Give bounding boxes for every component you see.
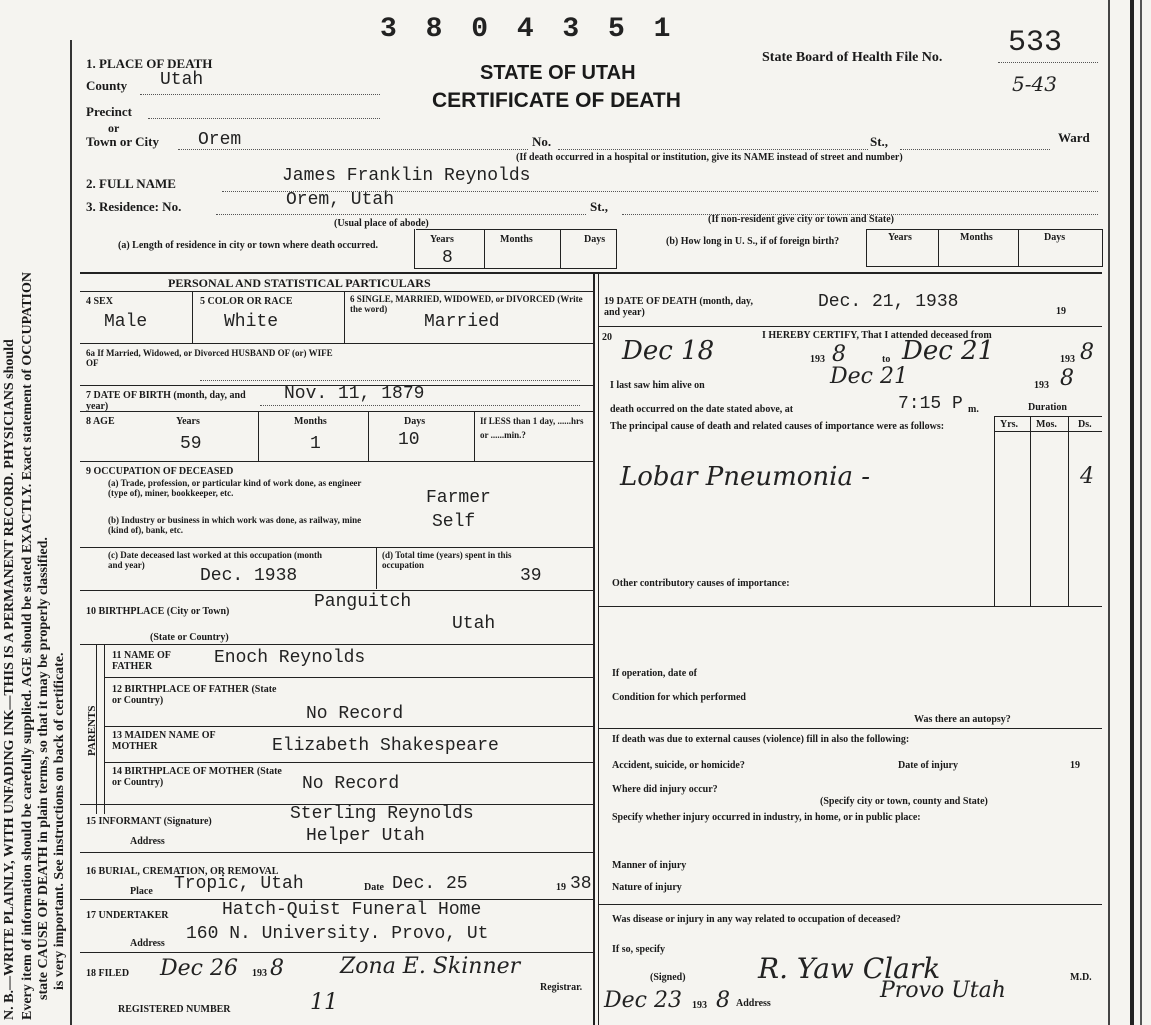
- death-date-label: 19 DATE OF DEATH (month, day, and year): [604, 296, 753, 318]
- us-months-header: Months: [960, 232, 993, 243]
- us-days-header: Days: [1044, 232, 1066, 243]
- registrar-signature: Zona E. Skinner: [340, 954, 521, 979]
- usual-abode-note: (Usual place of abode): [334, 218, 429, 229]
- ds-header: Ds.: [1078, 419, 1092, 430]
- manner-label: Manner of injury: [612, 860, 687, 871]
- county-value: Utah: [160, 70, 204, 90]
- spouse-label: 6a If Married, Widowed, or Divorced HUSBAND OF (or) WIFE OF: [86, 348, 333, 368]
- specify-label: Specify whether injury occurred in industry, in home, or in public place:: [612, 812, 921, 823]
- burial-year: 38: [570, 874, 592, 894]
- occupation-b-value: Self: [432, 512, 476, 532]
- mother-birthplace-label: 14 BIRTHPLACE OF MOTHER (State or Country): [112, 766, 282, 788]
- father-birthplace-value: No Record: [306, 704, 404, 724]
- side-note-3: state CAUSE OF DEATH in plain terms, so that it may be properly classified.: [36, 537, 51, 1000]
- residence-label: 3. Residence: No.: [86, 199, 182, 214]
- mother-value: Elizabeth Shakespeare: [272, 736, 499, 756]
- occupation-a-label: (a) Trade, profession, or particular kind of work done, as engineer (type of), miner, bookkeeper, etc.: [108, 478, 362, 498]
- filed-date: Dec 26: [160, 956, 238, 981]
- last-saw-year-prefix: 193: [1034, 380, 1049, 391]
- certify-from: Dec 18: [622, 336, 715, 366]
- signed-year-prefix: 193: [692, 1000, 707, 1011]
- burial-place-label: Place: [130, 886, 153, 897]
- filed-year: 8: [270, 956, 284, 981]
- burial-date: Dec. 25: [392, 874, 468, 894]
- dob-value: Nov. 11, 1879: [284, 384, 425, 404]
- where-label: Where did injury occur?: [612, 784, 718, 795]
- age-years-header: Years: [176, 416, 200, 427]
- town-label: Town or City: [86, 134, 159, 149]
- residence-a-label: (a) Length of residence in city or town where death occurred.: [118, 240, 379, 251]
- registered-value: 11: [310, 990, 338, 1015]
- if-so-specify-label: If so, specify: [612, 944, 666, 955]
- birthplace-state: Utah: [452, 614, 496, 634]
- disease-related-label: Was disease or injury in any way related to occupation of deceased?: [612, 914, 901, 925]
- title-certificate: CERTIFICATE OF DEATH: [432, 89, 681, 112]
- physician-signature: R. Yaw Clark: [758, 952, 941, 985]
- or-label: or: [108, 121, 120, 135]
- personal-heading: PERSONAL AND STATISTICAL PARTICULARS: [168, 276, 431, 290]
- registered-label: REGISTERED NUMBER: [118, 1004, 231, 1015]
- birthplace-city: Panguitch: [314, 592, 412, 612]
- residence-b-label: (b) How long in U. S., if of foreign birth?: [666, 236, 840, 247]
- birthplace-state-label: (State or Country): [150, 632, 229, 643]
- signed-label: (Signed): [650, 972, 686, 983]
- serial-number: 3 8 0 4 3 5 1: [380, 14, 677, 45]
- age-months-header: Months: [294, 416, 327, 427]
- sex-value: Male: [104, 312, 148, 332]
- registrar-label: Registrar.: [540, 982, 583, 993]
- title-state: STATE OF UTAH: [480, 62, 636, 84]
- father-birthplace-label: 12 BIRTHPLACE OF FATHER (State or Country): [112, 684, 277, 706]
- certify-from-year: 8: [832, 342, 846, 367]
- cause-value: Lobar Pneumonia -: [620, 462, 871, 492]
- certify-to-label: to: [882, 354, 891, 365]
- birthplace-label: 10 BIRTHPLACE (City or Town): [86, 606, 230, 617]
- certify-to-year-prefix: 193: [1060, 354, 1075, 365]
- res-years-header: Years: [430, 234, 454, 245]
- age-days-header: Days: [404, 416, 426, 427]
- signed-year: 8: [716, 988, 730, 1013]
- age-less-label: If LESS than 1 day, ......hrs or ......min.?: [480, 416, 584, 440]
- certify-from-year-prefix: 193: [810, 354, 825, 365]
- mother-label: 13 MAIDEN NAME OF MOTHER: [112, 730, 216, 752]
- st-label: St.,: [870, 134, 889, 149]
- burial-year-prefix: 19: [556, 882, 566, 893]
- side-note-2: Every item of information should be carefully supplied. AGE should be stated EXACTLY. Exact statement of OCCUPATION: [20, 271, 35, 1020]
- filed-year-prefix: 193: [252, 968, 267, 979]
- residence-value: Orem, Utah: [286, 190, 395, 210]
- side-note-4: is very important. See instructions on back of certificate.: [52, 652, 67, 990]
- mos-header: Mos.: [1036, 419, 1057, 430]
- county-label: County: [86, 78, 128, 93]
- occupation-b-label: (b) Industry or business in which work was done, as railway, mine (kind of), bank, etc.: [108, 515, 362, 535]
- last-saw-date: Dec 21: [830, 364, 908, 389]
- ward-label: Ward: [1058, 130, 1090, 145]
- signed-address-label: Address: [736, 998, 771, 1009]
- undertaker-address: 160 N. University. Provo, Ut: [186, 924, 489, 944]
- place-heading: 1. PLACE OF DEATH: [86, 56, 213, 71]
- certify-text: I HEREBY CERTIFY, That I attended deceased from: [762, 330, 992, 341]
- last-saw-year: 8: [1060, 366, 1074, 391]
- res-months-header: Months: [500, 234, 533, 245]
- autopsy-label: Was there an autopsy?: [914, 714, 1011, 725]
- occupation-c-value: Dec. 1938: [200, 566, 298, 586]
- informant-address-label: Address: [130, 836, 165, 847]
- time-value: 7:15 P: [898, 394, 963, 414]
- full-name-label: 2. FULL NAME: [86, 176, 176, 191]
- file-no-hand: 5-43: [1012, 72, 1057, 96]
- occupation-heading: 9 OCCUPATION OF DECEASED: [86, 466, 234, 477]
- occupation-d-label: (d) Total time (years) spent in this occupation: [382, 550, 512, 570]
- burial-label: 16 BURIAL, CREMATION, OR REMOVAL: [86, 866, 279, 877]
- residence-st-label: St.,: [590, 199, 609, 214]
- color-label: 5 COLOR OR RACE: [200, 296, 293, 307]
- age-label: 8 AGE: [86, 416, 115, 427]
- where-note: (Specify city or town, county and State): [820, 796, 988, 807]
- date-injury-label: Date of injury: [898, 760, 958, 771]
- death-date-value: Dec. 21, 1938: [818, 292, 959, 312]
- file-no-label: State Board of Health File No.: [762, 50, 943, 65]
- father-label: 11 NAME OF FATHER: [112, 650, 171, 672]
- occurred-label: death occurred on the date stated above, at: [610, 404, 794, 415]
- color-value: White: [224, 312, 279, 332]
- informant-label: 15 INFORMANT (Signature): [86, 816, 212, 827]
- signed-date: Dec 23: [604, 988, 682, 1013]
- undertaker-value: Hatch-Quist Funeral Home: [222, 900, 482, 920]
- nonresident-note: (If non-resident give city or town and State): [708, 214, 895, 225]
- parents-label: PARENTS: [86, 705, 98, 756]
- dob-label: 7 DATE OF BIRTH (month, day, and year): [86, 390, 246, 412]
- burial-place: Tropic, Utah: [174, 874, 304, 894]
- marital-label: 6 SINGLE, MARRIED, WIDOWED, or DIVORCED (Write the word): [350, 294, 583, 314]
- hospital-note: (If death occurred in a hospital or institution, give its NAME instead of street and number): [516, 152, 903, 163]
- full-name-value: James Franklin Reynolds: [282, 166, 531, 186]
- external-intro: If death was due to external causes (violence) fill in also the following:: [612, 734, 910, 745]
- filed-label: 18 FILED: [86, 968, 130, 979]
- occupation-a-value: Farmer: [426, 488, 491, 508]
- cause-days: 4: [1080, 464, 1094, 489]
- informant-address: Helper Utah: [306, 826, 425, 846]
- burial-date-label: Date: [364, 882, 384, 893]
- sex-label: 4 SEX: [86, 296, 113, 307]
- operation-label: If operation, date of: [612, 668, 697, 679]
- duration-label: Duration: [1028, 402, 1067, 413]
- date-injury-suffix: 19: [1070, 760, 1080, 771]
- age-months-value: 1: [310, 434, 321, 454]
- undertaker-address-label: Address: [130, 938, 165, 949]
- certify-to: Dec 21: [902, 336, 995, 366]
- file-no: 533: [1008, 26, 1063, 60]
- yrs-header: Yrs.: [1000, 419, 1019, 430]
- town-value: Orem: [198, 130, 242, 150]
- occupation-c-label: (c) Date deceased last worked at this occupation (month and year): [108, 550, 322, 570]
- age-days-value: 10: [398, 430, 420, 450]
- death-date-suffix: 19: [1056, 306, 1066, 317]
- time-suffix: m.: [968, 404, 979, 415]
- res-years-value: 8: [442, 248, 453, 268]
- occupation-d-value: 39: [520, 566, 542, 586]
- undertaker-label: 17 UNDERTAKER: [86, 910, 169, 921]
- nature-label: Nature of injury: [612, 882, 682, 893]
- accident-label: Accident, suicide, or homicide?: [612, 760, 745, 771]
- other-causes-label: Other contributory causes of importance:: [612, 578, 790, 589]
- us-years-header: Years: [888, 232, 912, 243]
- father-value: Enoch Reynolds: [214, 648, 366, 668]
- signed-address: Provo Utah: [880, 978, 1006, 1003]
- side-note-1: N. B.—WRITE PLAINLY, WITH UNFADING INK—THIS IS A PERMANENT RECORD. PHYSICIANS should: [2, 339, 17, 1020]
- cause-label: The principal cause of death and related causes of importance were as follows:: [610, 421, 945, 432]
- certify-num: 20: [602, 332, 612, 343]
- certify-to-year: 8: [1080, 340, 1094, 365]
- age-years-value: 59: [180, 434, 202, 454]
- informant-value: Sterling Reynolds: [290, 804, 474, 824]
- last-saw-label: I last saw him alive on: [610, 380, 705, 391]
- no-label: No.: [532, 134, 552, 149]
- condition-label: Condition for which performed: [612, 692, 746, 703]
- mother-birthplace-value: No Record: [302, 774, 400, 794]
- marital-value: Married: [424, 312, 500, 332]
- md-label: M.D.: [1070, 972, 1092, 983]
- res-days-header: Days: [584, 234, 606, 245]
- precinct-label: Precinct: [86, 104, 132, 119]
